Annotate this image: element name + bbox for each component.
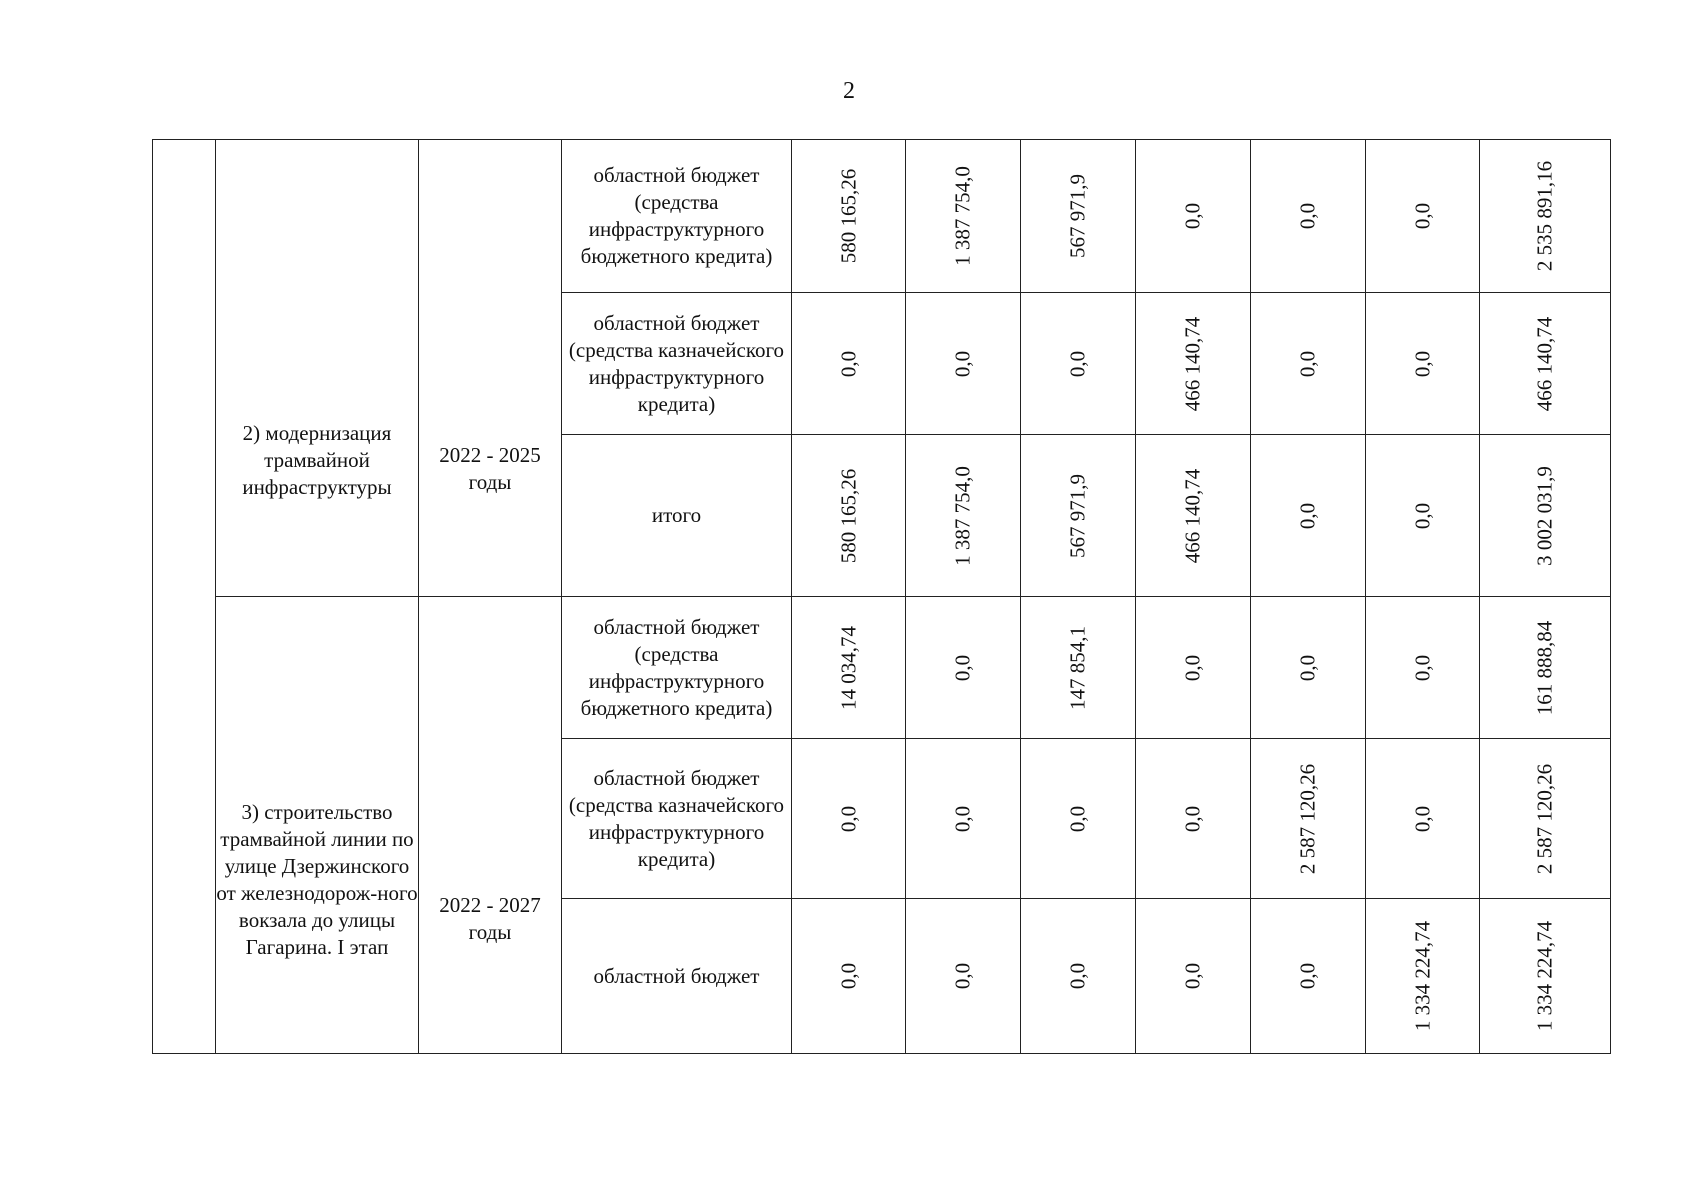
- funding-source-cell: областной бюджет (средства казначейского инфраструктурного кредита): [562, 293, 792, 435]
- value-cell: 0,0: [1136, 140, 1251, 293]
- value-cell: 0,0: [1136, 597, 1251, 739]
- total-cell: 1 334 224,74: [1480, 899, 1611, 1054]
- funding-source-cell: областной бюджет (средства инфраструктурного бюджетного кредита): [562, 597, 792, 739]
- value-cell: 0,0: [906, 739, 1021, 899]
- total-cell: 2 587 120,26: [1480, 739, 1611, 899]
- value-cell: 580 165,26: [792, 435, 906, 597]
- value-cell: 567 971,9: [1021, 140, 1136, 293]
- value-cell: 0,0: [1021, 899, 1136, 1054]
- value-cell: 580 165,26: [792, 140, 906, 293]
- value-cell: 0,0: [1136, 739, 1251, 899]
- value-cell: 0,0: [906, 597, 1021, 739]
- value-cell: 466 140,74: [1136, 293, 1251, 435]
- value-cell: 567 971,9: [1021, 435, 1136, 597]
- value-cell: 0,0: [1251, 597, 1366, 739]
- value-cell: 0,0: [792, 899, 906, 1054]
- value-cell: 0,0: [1251, 435, 1366, 597]
- value-cell: 0,0: [1021, 293, 1136, 435]
- value-cell: 0,0: [1366, 597, 1480, 739]
- page-number: 2: [843, 78, 855, 104]
- value-cell: 0,0: [1251, 899, 1366, 1054]
- value-cell: 0,0: [1366, 140, 1480, 293]
- value-cell: 0,0: [1251, 140, 1366, 293]
- activity-cell: 2) модернизация трамвайной инфраструктуры: [216, 140, 419, 597]
- value-cell: 0,0: [1366, 293, 1480, 435]
- value-cell: 1 387 754,0: [906, 435, 1021, 597]
- value-cell: 0,0: [792, 293, 906, 435]
- funding-source-cell: областной бюджет: [562, 899, 792, 1054]
- value-cell: 0,0: [906, 899, 1021, 1054]
- value-cell: 0,0: [1366, 435, 1480, 597]
- value-cell: 0,0: [906, 293, 1021, 435]
- period-cell: 2022 - 2027 годы: [419, 597, 562, 1054]
- total-cell: 2 535 891,16: [1480, 140, 1611, 293]
- value-cell: 1 387 754,0: [906, 140, 1021, 293]
- value-cell: 0,0: [1366, 739, 1480, 899]
- number-cell: [153, 140, 216, 1054]
- value-cell: 2 587 120,26: [1251, 739, 1366, 899]
- funding-source-cell: итого: [562, 435, 792, 597]
- budget-table: [152, 139, 1611, 1054]
- funding-source-cell: областной бюджет (средства инфраструктурного бюджетного кредита): [562, 140, 792, 293]
- funding-source-cell: областной бюджет (средства казначейского инфраструктурного кредита): [562, 739, 792, 899]
- value-cell: 14 034,74: [792, 597, 906, 739]
- value-cell: 1 334 224,74: [1366, 899, 1480, 1054]
- activity-cell: 3) строительство трамвайной линии по улице Дзержинского от железнодорож-ного вокзала до улицы Гагарина. I этап: [216, 597, 419, 1054]
- total-cell: 161 888,84: [1480, 597, 1611, 739]
- value-cell: 0,0: [1136, 899, 1251, 1054]
- table-row: [153, 140, 1611, 293]
- total-cell: 3 002 031,9: [1480, 435, 1611, 597]
- value-cell: 0,0: [1021, 739, 1136, 899]
- table-row: [153, 597, 1611, 739]
- value-cell: 0,0: [792, 739, 906, 899]
- total-cell: 466 140,74: [1480, 293, 1611, 435]
- value-cell: 466 140,74: [1136, 435, 1251, 597]
- period-cell: 2022 - 2025 годы: [419, 140, 562, 597]
- value-cell: 0,0: [1251, 293, 1366, 435]
- value-cell: 147 854,1: [1021, 597, 1136, 739]
